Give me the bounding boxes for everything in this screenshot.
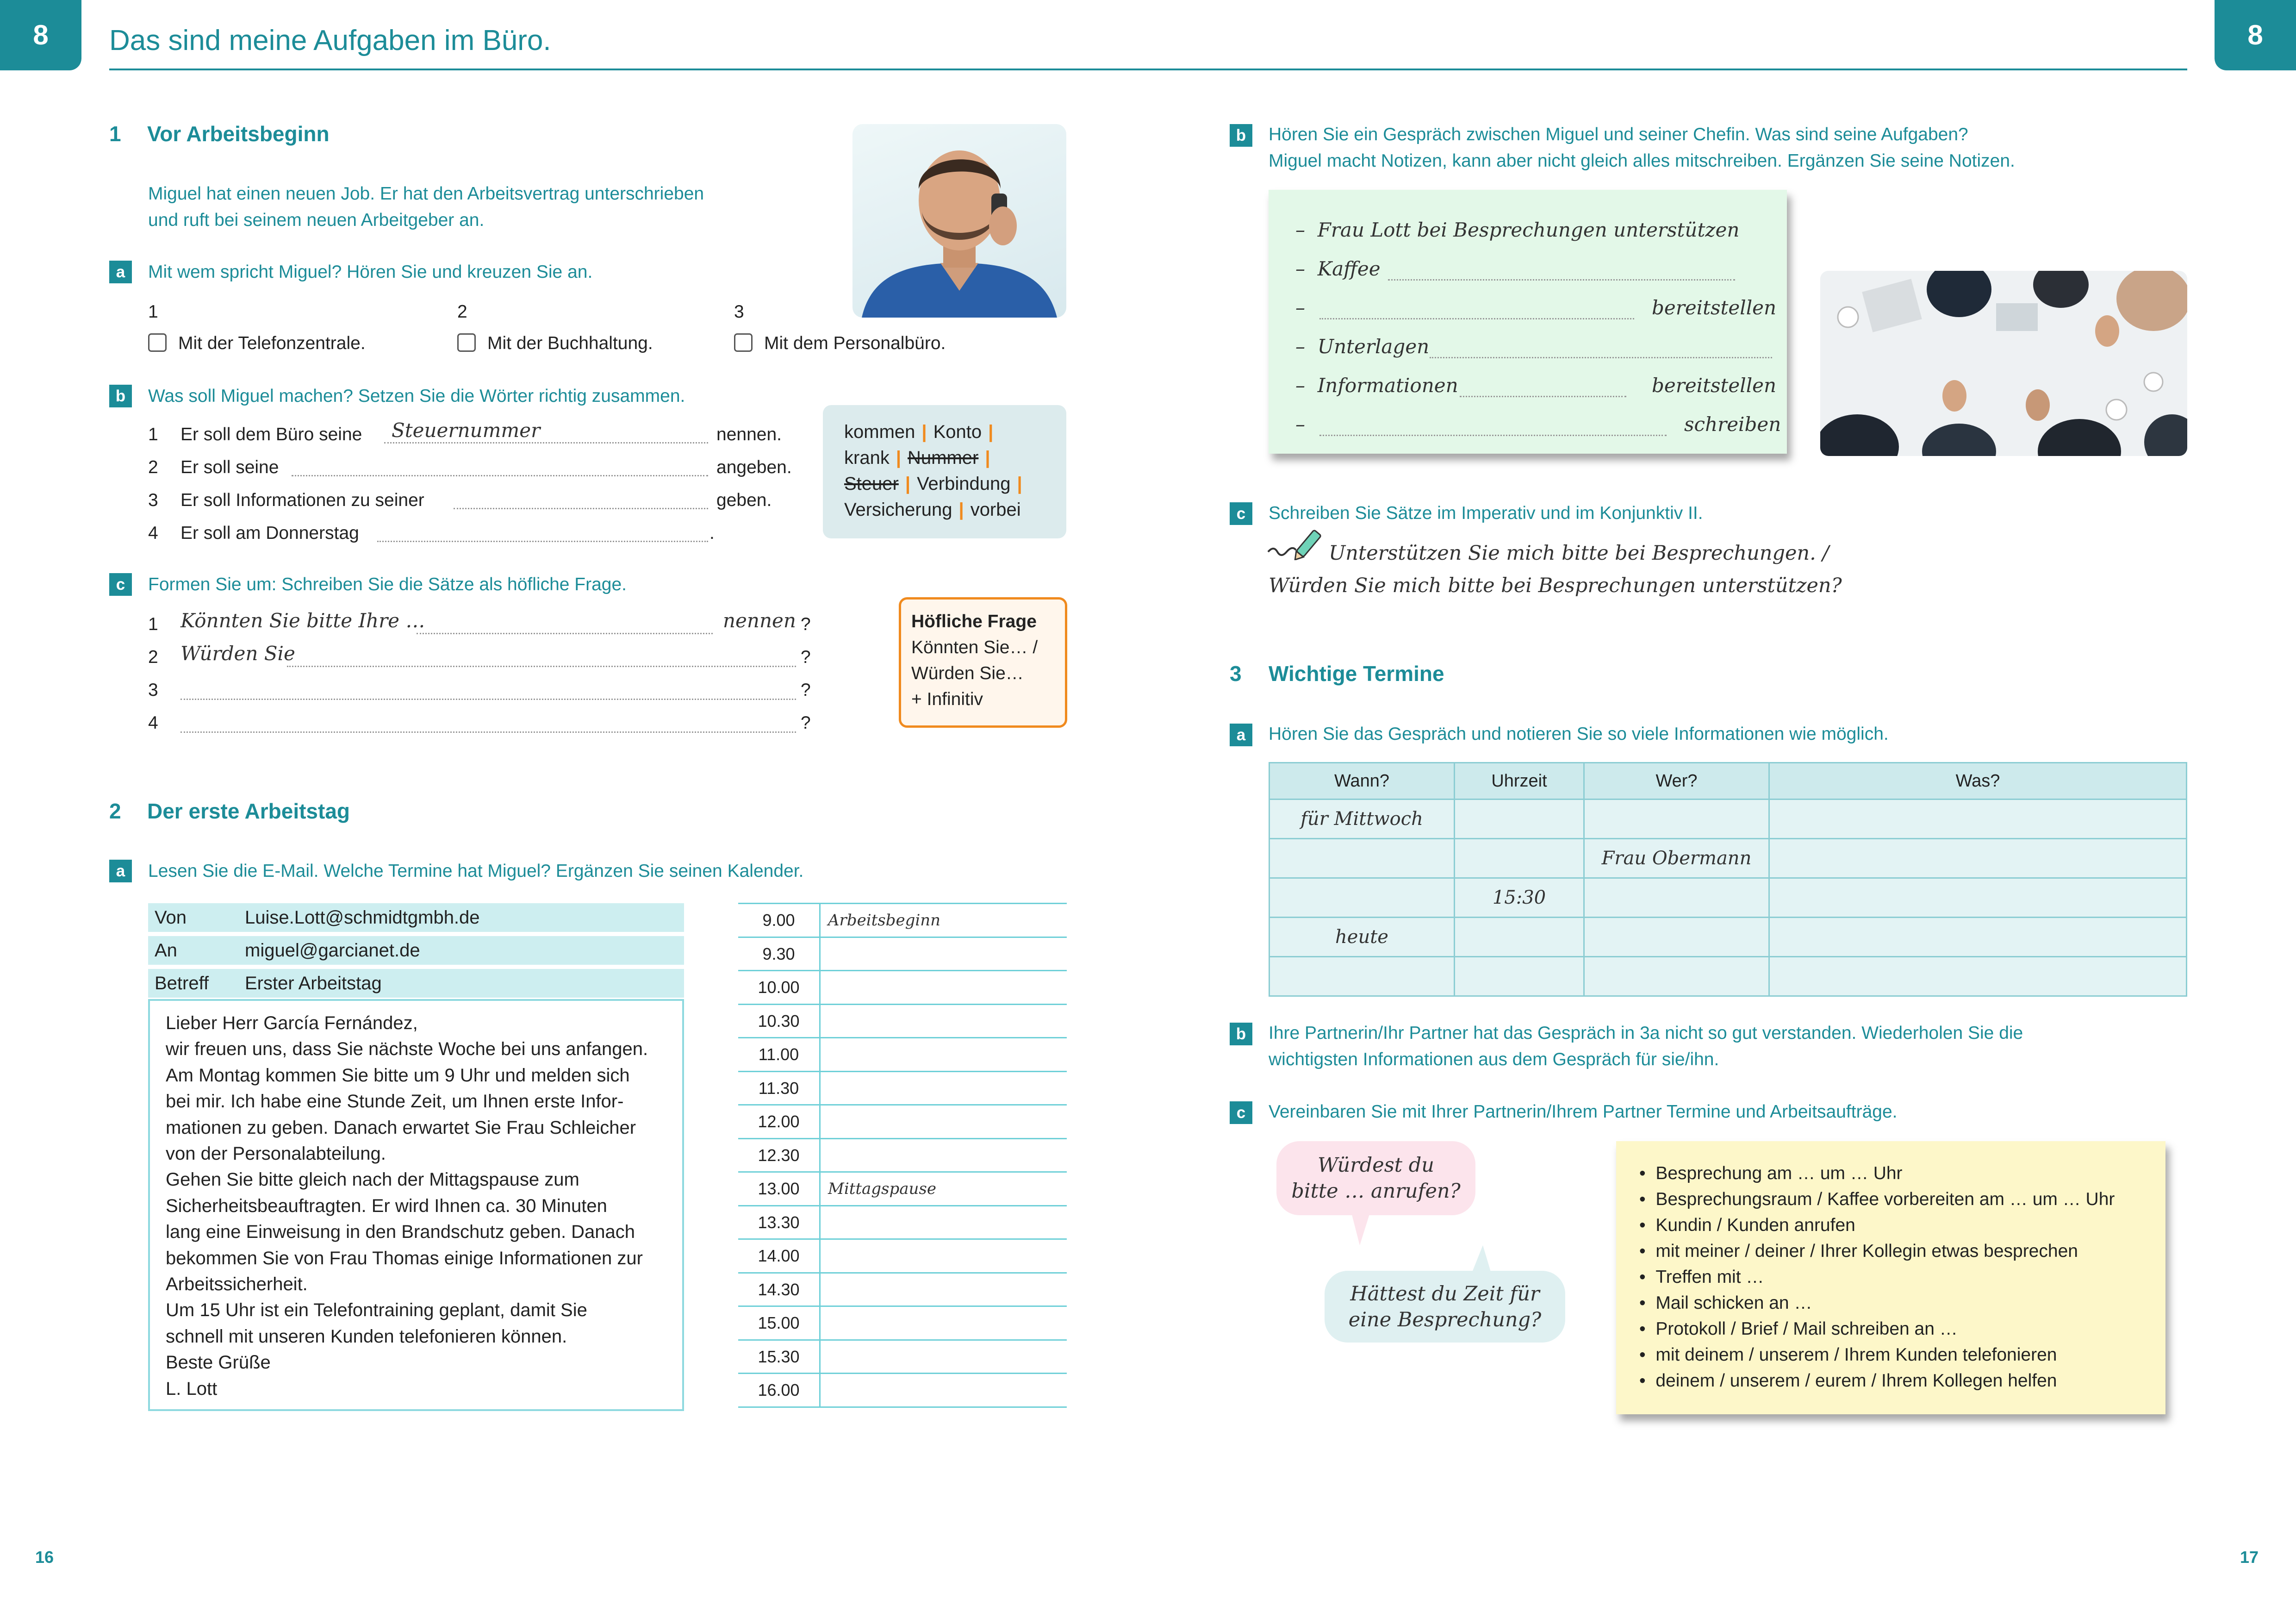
ex1b-row-end: . <box>709 523 715 543</box>
ex1-intro <box>148 181 704 233</box>
option-number: 1 <box>148 302 158 322</box>
ex1b-row-number: 2 <box>148 457 158 477</box>
list-item: • Kundin / Kunden anrufen <box>1639 1215 1855 1235</box>
tip-box <box>899 597 1067 728</box>
email-header-key: Betreff <box>155 973 209 993</box>
word: vorbei <box>970 500 1021 520</box>
calendar-entry[interactable] <box>821 938 1067 970</box>
email-line: Gehen Sie bitte gleich nach der Mittagspause zum <box>166 1169 579 1190</box>
email-line: bekommen Sie von Frau Thomas einige Informationen zur <box>166 1248 643 1268</box>
list-item: • Besprechung am … um … Uhr <box>1639 1163 1903 1183</box>
calendar-entry[interactable] <box>821 1240 1067 1272</box>
email-header-value: Luise.Lott@schmidtgmbh.de <box>245 907 480 928</box>
ex3-number: 3 <box>1230 662 1242 686</box>
page-number-left: 16 <box>35 1548 54 1567</box>
calendar-entry[interactable] <box>821 1206 1067 1239</box>
calendar-time: 13.30 <box>738 1206 821 1239</box>
fill-line[interactable] <box>292 475 708 476</box>
ex1b-row-start: Er soll Informationen zu seiner <box>180 490 424 510</box>
example-line: Unterstützen Sie mich bitte bei Besprechungen. / <box>1329 542 1829 565</box>
list-item: • Besprechungsraum / Kaffee vorbereiten am … um … Uhr <box>1639 1189 2115 1209</box>
header-rule <box>109 69 2187 70</box>
note-end: bereitstellen <box>1652 296 1777 319</box>
email-line: Um 15 Uhr ist ein Telefontraining geplant, damit Sie <box>166 1300 587 1321</box>
bubble-line: Hättest du Zeit für <box>1350 1282 1540 1305</box>
ex1c-row-number: 1 <box>148 614 158 634</box>
word: Versicherung <box>844 500 952 520</box>
email-line: L. Lott <box>166 1378 218 1399</box>
ex2c-example <box>1269 537 1842 602</box>
speech-bubble-blue <box>1325 1271 1565 1343</box>
instruction-line: wichtigsten Informationen aus dem Gespräch für sie/ihn. <box>1269 1049 1719 1069</box>
ex2-title: Der erste Arbeitstag <box>147 799 350 823</box>
bubble-line: eine Besprechung? <box>1348 1308 1542 1331</box>
calendar-time: 16.00 <box>738 1374 821 1406</box>
ex1a-letter: a <box>109 261 132 283</box>
table-row <box>1269 957 2187 996</box>
note-row: – Informationen bereitstellen <box>1295 366 1772 405</box>
table-cell[interactable]: 15:30 <box>1455 878 1584 918</box>
bubble-line: Würdest du <box>1318 1154 1434 1177</box>
ex2a-letter: a <box>109 860 132 882</box>
email-header-from <box>148 903 684 932</box>
ex1c-letter: c <box>109 573 132 596</box>
table-row <box>1269 800 2187 839</box>
list-item: • Treffen mit … <box>1639 1267 1764 1287</box>
ex3a-letter: a <box>1230 724 1252 746</box>
note-row: – Kaffee <box>1295 250 1772 288</box>
ex1b-instruction: Was soll Miguel machen? Setzen Sie die Wörter richtig zusammen. <box>148 386 685 406</box>
email-line: Beste Grüße <box>166 1352 271 1373</box>
task-ideas-card <box>1616 1141 2165 1414</box>
list-item: • mit deinem / unserem / Ihrem Kunden telefonieren <box>1639 1345 2057 1365</box>
table-cell[interactable] <box>1769 800 2187 839</box>
calendar-time: 10.30 <box>738 1005 821 1037</box>
ex1b-row-start: Er soll am Donnerstag <box>180 523 359 543</box>
calendar-row <box>738 1307 1067 1341</box>
word-box: kommen | Konto | krank | Nummer | Steuer | Verbindung | Versicherung | vorbei <box>823 405 1066 538</box>
calendar-entry[interactable] <box>821 1307 1067 1339</box>
email-line: Lieber Herr García Fernández, <box>166 1013 418 1033</box>
instruction-line: Hören Sie ein Gespräch zwischen Miguel und seiner Chefin. Was sind seine Aufgaben? <box>1269 125 1968 144</box>
fill-line[interactable] <box>1319 435 1667 436</box>
ex1-number: 1 <box>109 122 121 146</box>
fill-line[interactable] <box>417 633 713 634</box>
appointments-table <box>1269 762 2187 997</box>
ex1c-row-end: nennen <box>723 609 796 632</box>
list-item: • deinem / unserem / eurem / Ihrem Kollegen helfen <box>1639 1371 2057 1391</box>
calendar-entry[interactable] <box>821 1341 1067 1373</box>
option-label: Mit dem Personalbüro. <box>764 333 946 353</box>
intro-line: Miguel hat einen neuen Job. Er hat den Arbeitsvertrag unterschrieben <box>148 184 704 204</box>
column-header: Wann? <box>1269 763 1455 800</box>
note-end: bereitstellen <box>1652 374 1777 397</box>
calendar-entry[interactable] <box>821 1274 1067 1306</box>
table-cell[interactable] <box>1769 878 2187 918</box>
note-text: Frau Lott bei Besprechungen unterstützen <box>1317 219 1740 241</box>
calendar-row <box>738 1173 1067 1206</box>
calendar-entry[interactable] <box>821 971 1067 1004</box>
ex1c-row-start: Würden Sie <box>180 642 295 665</box>
calendar-row <box>738 1005 1067 1039</box>
ex1c-row-number: 3 <box>148 680 158 700</box>
email-header-value: miguel@garcianet.de <box>245 940 420 961</box>
ex2b-instruction <box>1269 121 2015 174</box>
intro-line: und ruft bei seinem neuen Arbeitgeber an. <box>148 210 485 230</box>
tip-line: Würden Sie… <box>911 663 1024 683</box>
email-line: Am Montag kommen Sie bitte um 9 Uhr und melden sich <box>166 1065 630 1086</box>
checkbox-option-3[interactable] <box>734 333 753 352</box>
email-header-to <box>148 936 684 965</box>
list-item: • Protokoll / Brief / Mail schreiben an … <box>1639 1319 1958 1339</box>
calendar-entry[interactable] <box>821 1005 1067 1037</box>
option-number: 2 <box>457 302 467 322</box>
ex1c-instruction: Formen Sie um: Schreiben Sie die Sätze als höfliche Frage. <box>148 575 627 594</box>
ex1b-row-start: Er soll seine <box>180 457 279 477</box>
ex1b-row-number: 4 <box>148 523 158 543</box>
checkbox-option-1[interactable] <box>148 333 167 352</box>
table-cell[interactable]: für Mittwoch <box>1269 800 1455 839</box>
note-row: – Unterlagen <box>1295 327 1772 366</box>
calendar-time: 15.00 <box>738 1307 821 1339</box>
fill-line <box>384 442 708 443</box>
ex1c-question-mark: ? <box>801 680 811 700</box>
calendar-entry[interactable]: Arbeitsbeginn <box>828 911 940 930</box>
calendar-row <box>738 1206 1067 1240</box>
table-cell[interactable] <box>1455 839 1584 878</box>
calendar-row <box>738 938 1067 972</box>
email-line: Arbeitssicherheit. <box>166 1274 308 1295</box>
calendar-row <box>738 1341 1067 1374</box>
ex3c-instruction: Vereinbaren Sie mit Ihrer Partnerin/Ihrem Partner Termine und Arbeitsaufträge. <box>1269 1102 1898 1122</box>
table-row <box>1269 918 2187 957</box>
email-line: schnell mit unseren Kunden telefonieren können. <box>166 1326 567 1347</box>
ex1b-row-end: nennen. <box>716 425 782 444</box>
calendar-row <box>738 904 1067 938</box>
calendar-entry[interactable] <box>821 1072 1067 1105</box>
page-title: Das sind meine Aufgaben im Büro. <box>109 25 551 56</box>
calendar-row <box>738 1106 1067 1139</box>
ex1b-letter: b <box>109 385 132 407</box>
ex1b-row-end: angeben. <box>716 457 792 477</box>
note-text: Informationen <box>1317 374 1458 397</box>
man-on-phone-photo <box>852 124 1066 318</box>
ex2-number: 2 <box>109 799 121 823</box>
fill-line[interactable] <box>180 699 796 700</box>
ex3c-letter: c <box>1230 1101 1252 1124</box>
word-used: Steuer <box>844 474 899 494</box>
calendar-row <box>738 1139 1067 1173</box>
calendar-entry[interactable] <box>821 1374 1067 1406</box>
list-item: • Mail schicken an … <box>1639 1293 1812 1313</box>
fill-line[interactable] <box>454 508 708 509</box>
speech-bubble-blue-tail <box>1472 1245 1491 1273</box>
fill-line[interactable] <box>1388 279 1735 281</box>
ex3b-instruction <box>1269 1020 2023 1073</box>
table-cell[interactable] <box>1455 918 1584 957</box>
calendar-entry[interactable] <box>821 1038 1067 1071</box>
note-row: – schreiben <box>1295 405 1772 444</box>
table-cell[interactable] <box>1269 839 1455 878</box>
note-end: schreiben <box>1684 413 1781 436</box>
page-number-right: 17 <box>2240 1548 2259 1567</box>
ex2c-instruction: Schreiben Sie Sätze im Imperativ und im Konjunktiv II. <box>1269 503 1703 523</box>
calendar-time: 14.30 <box>738 1274 821 1306</box>
email-line: lang eine Einweisung in den Brandschutz geben. Danach <box>166 1222 635 1243</box>
table-cell[interactable] <box>1584 957 1769 996</box>
calendar <box>738 903 1067 1408</box>
fill-line[interactable] <box>1430 357 1772 358</box>
email-header-key: An <box>155 940 177 961</box>
ex3a-instruction: Hören Sie das Gespräch und notieren Sie so viele Informationen wie möglich. <box>1269 724 1889 744</box>
email-header-value: Erster Arbeitstag <box>245 973 382 993</box>
fill-line[interactable] <box>1319 318 1634 319</box>
email-header-subject <box>148 969 684 998</box>
email-body <box>148 999 684 1411</box>
email-header-key: Von <box>155 907 187 928</box>
ex1b-answer[interactable]: Steuernummer <box>392 419 541 442</box>
calendar-time: 13.00 <box>738 1173 821 1205</box>
option-label: Mit der Buchhaltung. <box>487 333 653 353</box>
tip-title: Höfliche Frage <box>911 612 1037 631</box>
ex2a-instruction: Lesen Sie die E-Mail. Welche Termine hat Miguel? Ergänzen Sie seinen Kalender. <box>148 861 804 881</box>
speech-bubble-pink-tail <box>1351 1213 1370 1245</box>
ex1c-row-start: Könnten Sie bitte Ihre … <box>180 609 425 632</box>
tip-line: + Infinitiv <box>911 689 983 709</box>
ex1c-question-mark: ? <box>801 614 811 634</box>
table-row <box>1269 878 2187 918</box>
word-used: Nummer <box>908 448 979 468</box>
chapter-tab-left: 8 <box>0 0 81 70</box>
ex1c-question-mark: ? <box>801 713 811 733</box>
calendar-row <box>738 1072 1067 1106</box>
calendar-time: 11.30 <box>738 1072 821 1105</box>
calendar-row <box>738 1274 1067 1307</box>
option-label: Mit der Telefonzentrale. <box>178 333 366 353</box>
meeting-table-photo <box>1820 271 2187 456</box>
calendar-row <box>738 1374 1067 1408</box>
ex1b-row-number: 1 <box>148 425 158 444</box>
note-row: – Frau Lott bei Besprechungen unterstützen <box>1295 219 1740 241</box>
calendar-time: 10.00 <box>738 971 821 1004</box>
ex1c-question-mark: ? <box>801 647 811 667</box>
ex1-title: Vor Arbeitsbeginn <box>147 122 330 146</box>
table-cell[interactable]: Frau Obermann <box>1584 839 1769 878</box>
note-text: Kaffee <box>1317 257 1381 280</box>
email-line: mationen zu geben. Danach erwartet Sie Frau Schleicher <box>166 1117 636 1138</box>
word: Konto <box>933 422 982 442</box>
notes-card <box>1269 190 1787 454</box>
ex1c-row-number: 4 <box>148 713 158 733</box>
fill-line[interactable] <box>377 541 708 542</box>
bubble-line: bitte … anrufen? <box>1291 1180 1461 1203</box>
calendar-row <box>738 971 1067 1005</box>
calendar-row <box>738 1038 1067 1072</box>
calendar-entry[interactable] <box>821 1139 1067 1172</box>
speech-bubble-pink <box>1276 1141 1475 1215</box>
calendar-entry[interactable] <box>821 1106 1067 1138</box>
chapter-tab-right: 8 <box>2215 0 2296 70</box>
fill-line[interactable] <box>1460 396 1626 397</box>
ex2c-letter: c <box>1230 502 1252 525</box>
column-header: Was? <box>1769 763 2187 800</box>
calendar-time: 14.00 <box>738 1240 821 1272</box>
calendar-time: 12.00 <box>738 1106 821 1138</box>
ex1b-row-number: 3 <box>148 490 158 510</box>
ex2b-letter: b <box>1230 124 1252 147</box>
calendar-time: 12.30 <box>738 1139 821 1172</box>
ex1c-row-number: 2 <box>148 647 158 667</box>
ex3b-letter: b <box>1230 1023 1252 1045</box>
table-cell[interactable] <box>1769 839 2187 878</box>
email-line: Sicherheitsbeauftragten. Er wird Ihnen ca. 30 Minuten <box>166 1195 607 1216</box>
calendar-time: 11.00 <box>738 1038 821 1071</box>
word: kommen <box>844 422 915 442</box>
tip-line: Könnten Sie… / <box>911 637 1038 657</box>
column-header: Uhrzeit <box>1455 763 1584 800</box>
note-row: – bereitstellen <box>1295 288 1772 327</box>
calendar-time: 9.00 <box>738 904 821 937</box>
calendar-time: 9.30 <box>738 938 821 970</box>
email-line: wir freuen uns, dass Sie nächste Woche bei uns anfangen. <box>166 1039 648 1060</box>
option-number: 3 <box>734 302 744 322</box>
calendar-row <box>738 1240 1067 1274</box>
table-cell[interactable] <box>1584 800 1769 839</box>
ex1b-row-end: geben. <box>716 490 772 510</box>
table-cell[interactable] <box>1455 800 1584 839</box>
table-cell[interactable] <box>1269 957 1455 996</box>
ex3-title: Wichtige Termine <box>1269 662 1444 686</box>
word: Verbindung <box>917 474 1011 494</box>
word: krank <box>844 448 890 468</box>
ex1a-instruction: Mit wem spricht Miguel? Hören Sie und kreuzen Sie an. <box>148 262 593 282</box>
example-line: Würden Sie mich bitte bei Besprechungen unterstützen? <box>1269 574 1842 597</box>
table-cell[interactable] <box>1455 957 1584 996</box>
column-header: Wer? <box>1584 763 1769 800</box>
ex1b-row-start: Er soll dem Büro seine <box>180 425 362 444</box>
table-cell[interactable] <box>1769 918 2187 957</box>
table-cell[interactable] <box>1584 878 1769 918</box>
table-cell[interactable]: heute <box>1269 918 1455 957</box>
table-cell[interactable] <box>1269 878 1455 918</box>
checkbox-option-2[interactable] <box>457 333 476 352</box>
calendar-entry[interactable]: Mittagspause <box>828 1180 936 1198</box>
instruction-line: Miguel macht Notizen, kann aber nicht gleich alles mitschreiben. Ergänzen Sie seine Notizen. <box>1269 151 2015 171</box>
list-item: • mit meiner / deiner / Ihrer Kollegin etwas besprechen <box>1639 1241 2078 1261</box>
fill-line[interactable] <box>180 731 796 733</box>
table-cell[interactable] <box>1584 918 1769 957</box>
email-line: von der Personalabteilung. <box>166 1143 386 1164</box>
note-text: Unterlagen <box>1317 335 1430 358</box>
instruction-line: Ihre Partnerin/Ihr Partner hat das Gespräch in 3a nicht so gut verstanden. Wiederholen Sie die <box>1269 1023 2023 1043</box>
table-cell[interactable] <box>1769 957 2187 996</box>
calendar-time: 15.30 <box>738 1341 821 1373</box>
table-row <box>1269 839 2187 878</box>
fill-line[interactable] <box>287 666 796 667</box>
email-line: bei mir. Ich habe eine Stunde Zeit, um Ihnen erste Infor- <box>166 1091 624 1112</box>
